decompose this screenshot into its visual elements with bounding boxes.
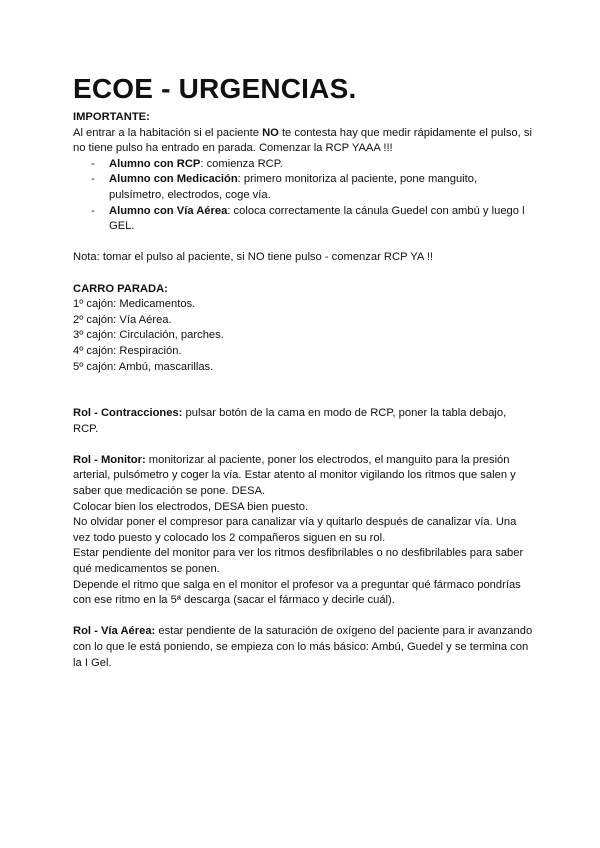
role-contracciones: Rol - Contracciones: pulsar botón de la cama en modo de RCP, poner la tabla debajo, RCP. xyxy=(73,407,507,435)
monitor-line: Estar pendiente del monitor para ver los ritmos desfibrilables o no desfibrilables para saber qué medicamentos se ponen. xyxy=(73,547,524,576)
role-monitor: Rol - Monitor: monitorizar al paciente, poner los electrodos, el manguito para la presión arterial, pulsómetro y coger la vía. Estar atento al monitor vigilando los ritmos que salen y saber que medicación se pone. DESA. Colocar bien los electrodos, DESA bien puesto. No olvidar poner el compresor para canalizar vía y quitarlo después de canalizar vía. Una vez todo puesto y colocado los 2 compañeros siguen en su rol. Estar pendiente del monitor para ver los ritmos desfibrilables o no desfibrilables para saber qué medicamentos se ponen. Depende el ritmo que salga en el monitor el profesor va a preguntar qué fármaco pondrías con ese ritmo en la 5ª descarga (sacar el fármaco y decirle cuál). xyxy=(73,453,533,609)
cart-heading: CARRO PARADA: xyxy=(73,282,168,295)
list-item: 1º cajón: Medicamentos. xyxy=(73,298,196,311)
list-item: 3º cajón: Circulación, parches. xyxy=(73,329,224,342)
important-heading: IMPORTANTE: xyxy=(73,111,150,123)
monitor-line: Colocar bien los electrodos, DESA bien puesto. xyxy=(73,500,309,513)
role-via-aerea: Rol - Vía Aérea: estar pendiente de la saturación de oxígeno del paciente para ir avanzando con lo que le está poniendo, se empieza con lo más básico: Ambú, Guedel y se termina con la I Gel. xyxy=(73,625,533,669)
list-item: 4º cajón: Respiración. xyxy=(73,344,182,357)
important-paragraph: Al entrar a la habitación si el paciente NO te contesta hay que medir rápidamente el pulso, si no tiene pulso ha entrado en parada. Comenzar la RCP YAAA !!! xyxy=(73,126,532,155)
list-item: - Alumno con RCP: comienza RCP. xyxy=(91,157,533,173)
important-section xyxy=(73,110,533,266)
list-item: 2º cajón: Vía Aérea. xyxy=(73,313,172,326)
list-item: - Alumno con Vía Aérea: coloca correctamente la cánula Guedel con ambú y luego l GEL. xyxy=(91,204,533,235)
monitor-line: Depende el ritmo que salga en el monitor el profesor va a preguntar qué fármaco pondrías con ese ritmo en la 5ª descarga (sacar el fármaco y decirle cuál). xyxy=(73,578,521,607)
note-paragraph: Nota: tomar el pulso al paciente, si NO tiene pulso - comenzar RCP YA !! xyxy=(73,251,434,264)
cart-section xyxy=(73,282,533,376)
list-item: - Alumno con Medicación: primero monitoriza al paciente, pone manguito, pulsímetro, electrodos, coge vía. xyxy=(91,172,533,203)
page-title: ECOE - URGENCIAS. xyxy=(73,73,357,104)
student-roles-list xyxy=(73,157,533,235)
document-content xyxy=(73,72,533,671)
monitor-line: No olvidar poner el compresor para canalizar vía y quitarlo después de canalizar vía. Una vez todo puesto y colocado los 2 compañeros siguen en su rol. xyxy=(73,516,517,544)
list-item: 5º cajón: Ambú, mascarillas. xyxy=(73,360,214,373)
